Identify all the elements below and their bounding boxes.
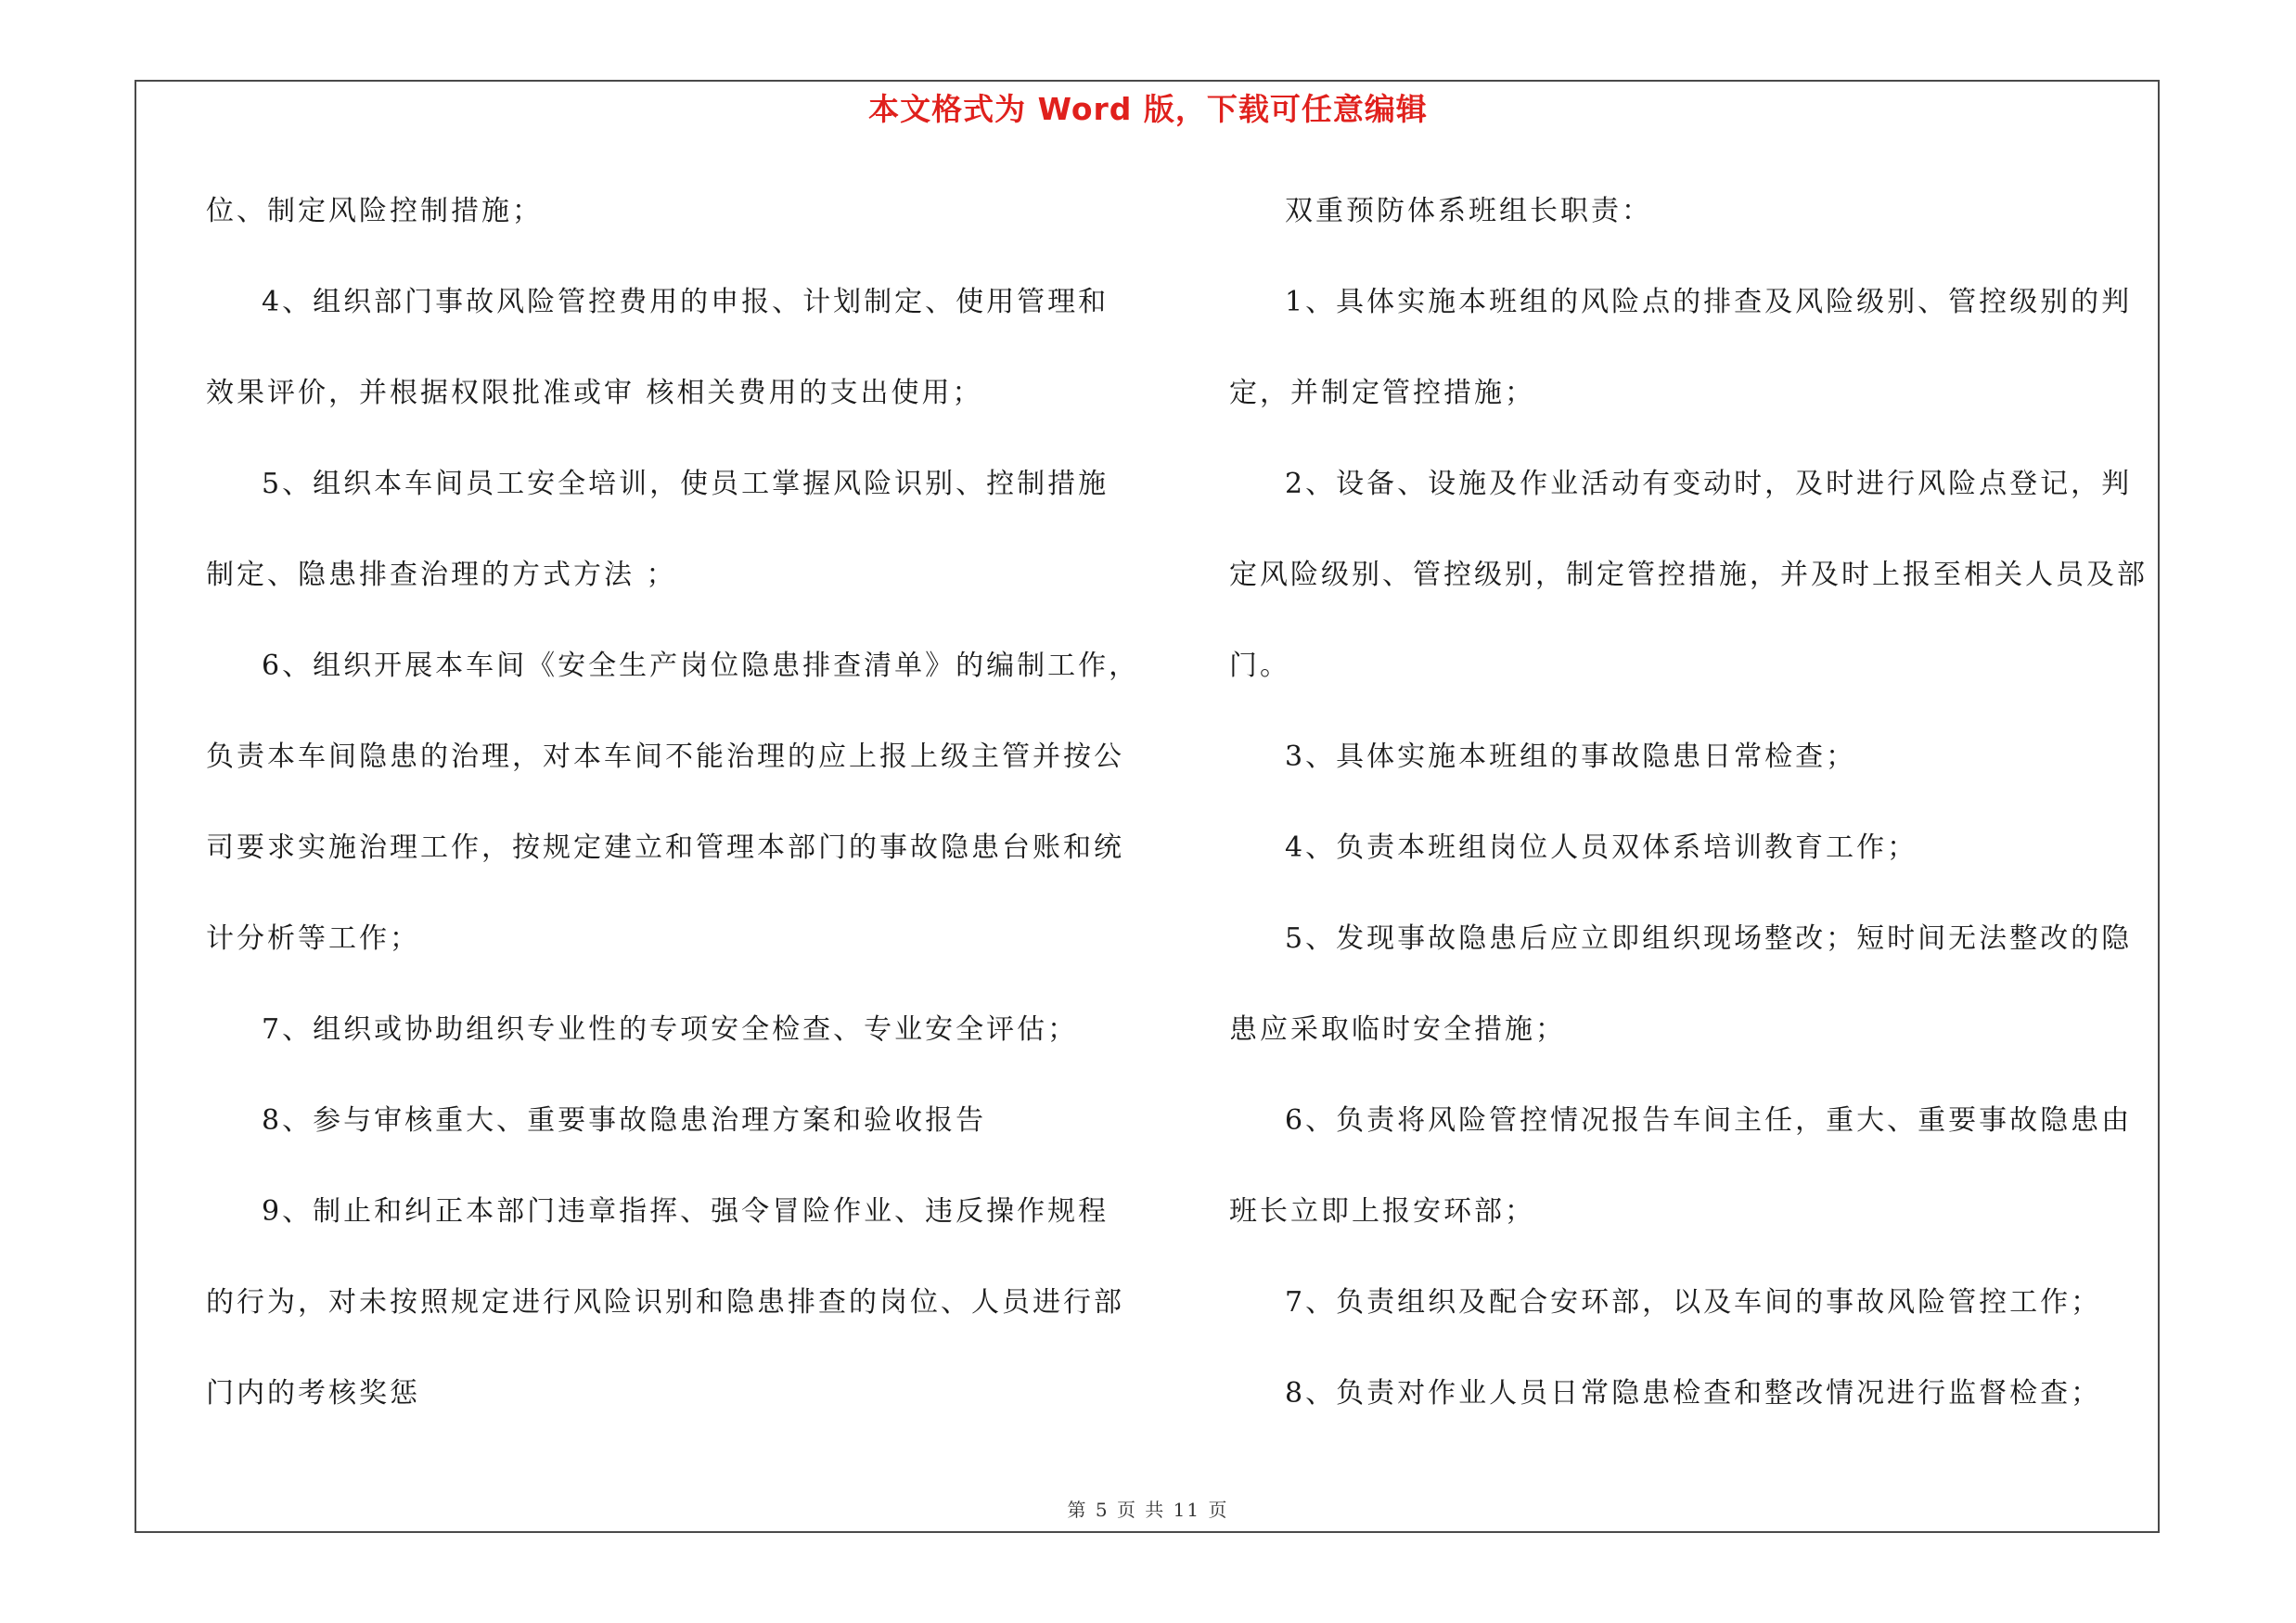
text-line: 司要求实施治理工作，按规定建立和管理本部门的事故隐患台账和统 xyxy=(206,831,1124,864)
right-column xyxy=(1229,184,2150,1457)
text-line: 6、负责将风险管控情况报告车间主任，重大、重要事故隐患由 xyxy=(1285,1104,2133,1137)
text-line: 2、设备、设施及作业活动有变动时，及时进行风险点登记，判 xyxy=(1285,468,2133,500)
text-line: 5、发现事故隐患后应立即组织现场整改；短时间无法整改的隐 xyxy=(1285,922,2133,955)
text-line: 门内的考核奖惩 xyxy=(206,1377,420,1410)
text-line: 位、制定风险控制措施； xyxy=(206,195,543,227)
text-line: 7、组织或协助组织专业性的专项安全检查、专业安全评估； xyxy=(262,1013,1079,1046)
text-line: 4、负责本班组岗位人员双体系培训教育工作； xyxy=(1285,831,1918,864)
header-banner: 本文格式为 Word 版，下载可任意编辑 xyxy=(868,91,1428,127)
text-line: 1、具体实施本班组的风险点的排查及风险级别、管控级别的判 xyxy=(1285,286,2133,318)
text-line: 定，并制定管控措施； xyxy=(1229,377,1535,409)
left-column xyxy=(206,184,1148,1457)
text-line: 门。 xyxy=(1229,650,1290,682)
text-line: 8、参与审核重大、重要事故隐患治理方案和验收报告 xyxy=(262,1104,987,1137)
text-line: 7、负责组织及配合安环部，以及车间的事故风险管控工作； xyxy=(1285,1286,2102,1319)
text-line: 患应采取临时安全措施； xyxy=(1229,1013,1566,1046)
text-line: 8、负责对作业人员日常隐患检查和整改情况进行监督检查； xyxy=(1285,1377,2102,1410)
text-line: 4、组织部门事故风险管控费用的申报、计划制定、使用管理和 xyxy=(262,286,1110,318)
text-line: 负责本车间隐患的治理，对本车间不能治理的应上报上级主管并按公 xyxy=(206,741,1124,773)
text-line: 计分析等工作； xyxy=(206,922,420,955)
text-line: 班长立即上报安环部； xyxy=(1229,1195,1535,1228)
text-line: 3、具体实施本班组的事故隐患日常检查； xyxy=(1285,741,1857,773)
text-line: 效果评价，并根据权限批准或审 核相关费用的支出使用； xyxy=(206,377,983,409)
text-line: 定风险级别、管控级别，制定管控措施，并及时上报至相关人员及部 xyxy=(1229,559,2148,591)
text-line: 双重预防体系班组长职责： xyxy=(1285,195,1652,227)
page-number-footer: 第 5 页 共 11 页 xyxy=(1067,1499,1229,1521)
text-line: 9、制止和纠正本部门违章指挥、强令冒险作业、违反操作规程 xyxy=(262,1195,1110,1228)
text-line: 制定、隐患排查治理的方式方法 ； xyxy=(206,559,677,591)
text-line: 6、组织开展本车间《安全生产岗位隐患排查清单》的编制工作， xyxy=(262,650,1140,682)
text-line: 5、组织本车间员工安全培训，使员工掌握风险识别、控制措施 xyxy=(262,468,1110,500)
text-line: 的行为，对未按照规定进行风险识别和隐患排查的岗位、人员进行部 xyxy=(206,1286,1124,1319)
